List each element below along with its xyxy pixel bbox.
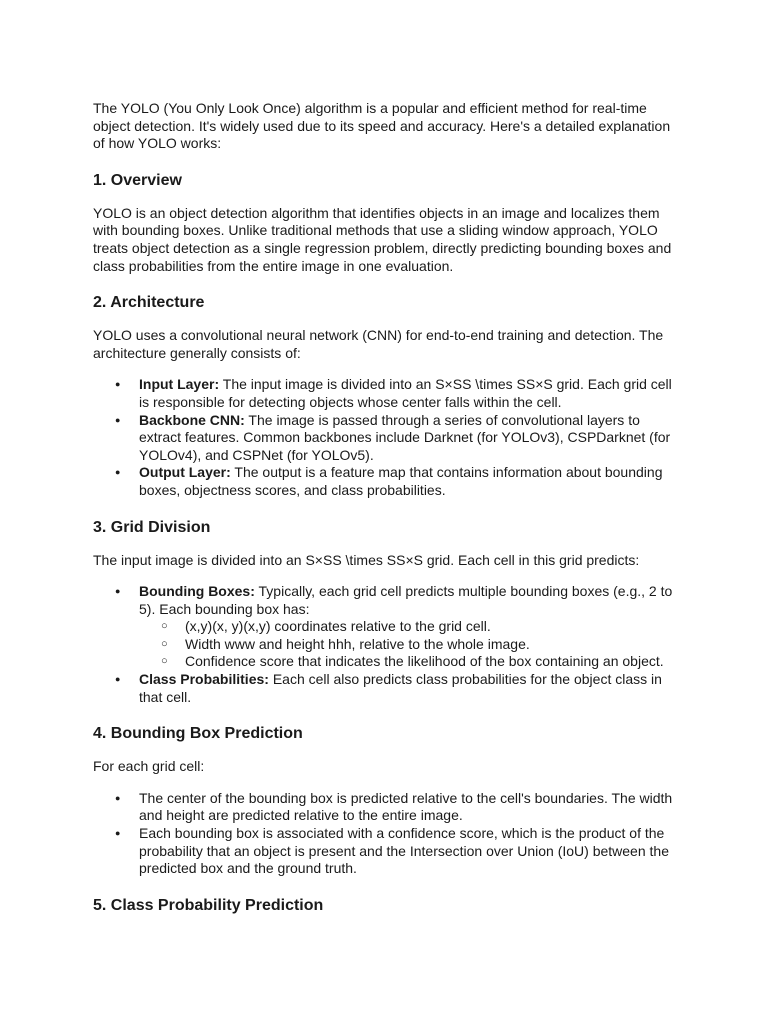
list-item-text: The input image is divided into an S×SS \times SS×S grid. Each grid cell is responsible for detecting objects whose center falls within the cell. — [139, 376, 672, 410]
list-item — [93, 464, 675, 499]
architecture-paragraph: YOLO uses a convolutional neural network (CNN) for end-to-end training and detection. The architecture generally consists of: — [93, 327, 664, 361]
bounding-box-sublist — [139, 618, 675, 671]
sublist-item: ○ (x,y)(x, y)(x,y) coordinates relative to the grid cell. — [139, 618, 675, 636]
architecture-list — [93, 376, 675, 499]
list-item: ● Each bounding box is associated with a confidence score, which is the product of the probability that an object is present and the Intersection over Union (IoU) between the predicted box and the ground truth. — [93, 825, 675, 878]
heading-class-probability-prediction: 5. Class Probability Prediction — [93, 896, 324, 914]
list-item: ● The center of the bounding box is predicted relative to the cell's boundaries. The width and height are predicted relative to the entire image. — [93, 790, 675, 825]
overview-paragraph: YOLO is an object detection algorithm that identifies objects in an image and localizes them with bounding boxes. Unlike traditional methods that use a sliding window approach, YOLO treats object detection as a single regression problem, directly predicting bounding boxes and class probabilities from the entire image in one evaluation. — [93, 204, 672, 274]
sublist-item: ○ Width www and height hhh, relative to the whole image. — [139, 636, 675, 654]
heading-overview: 1. Overview — [93, 171, 182, 189]
list-item-term: Bounding Boxes: — [139, 583, 255, 600]
list-item-text: The output is a feature map that contains information about bounding boxes, objectness scores, and class probabilities. — [139, 464, 663, 498]
list-item-term: Input Layer: — [139, 376, 220, 393]
list-item-text: Each cell also predicts class probabilities for the object class in that cell. — [139, 671, 662, 705]
intro-paragraph: The YOLO (You Only Look Once) algorithm is a popular and efficient method for real-time object detection. It's widely used due to its speed and accuracy. Here's a detailed explanation of how YOLO works: — [93, 100, 671, 152]
list-item — [93, 583, 675, 671]
list-item — [93, 376, 675, 411]
list-item-term: Class Probabilities: — [139, 671, 269, 688]
list-item — [93, 671, 675, 706]
grid-division-list — [93, 583, 675, 706]
heading-architecture: 2. Architecture — [93, 294, 205, 312]
list-item-term: Backbone CNN: — [139, 411, 245, 428]
list-item-text: The image is passed through a series of convolutional layers to extract features. Common backbones include Darknet (for YOLOv3), CSPDarknet (for YOLOv4), and CSPNet (for YOLOv5). — [139, 411, 671, 463]
list-item — [93, 412, 675, 465]
bounding-box-prediction-paragraph: For each grid cell: — [93, 758, 205, 775]
bounding-box-prediction-list — [93, 790, 675, 878]
heading-bounding-box-prediction: 4. Bounding Box Prediction — [93, 725, 303, 743]
list-item-term: Output Layer: — [139, 464, 231, 481]
heading-grid-division: 3. Grid Division — [93, 518, 211, 536]
sublist-item: ○ Confidence score that indicates the likelihood of the box containing an object. — [139, 653, 675, 671]
list-item-text: Typically, each grid cell predicts multiple bounding boxes (e.g., 2 to 5). Each bounding box has: — [139, 583, 673, 617]
grid-division-paragraph: The input image is divided into an S×SS \times SS×S grid. Each cell in this grid predicts: — [93, 551, 640, 568]
